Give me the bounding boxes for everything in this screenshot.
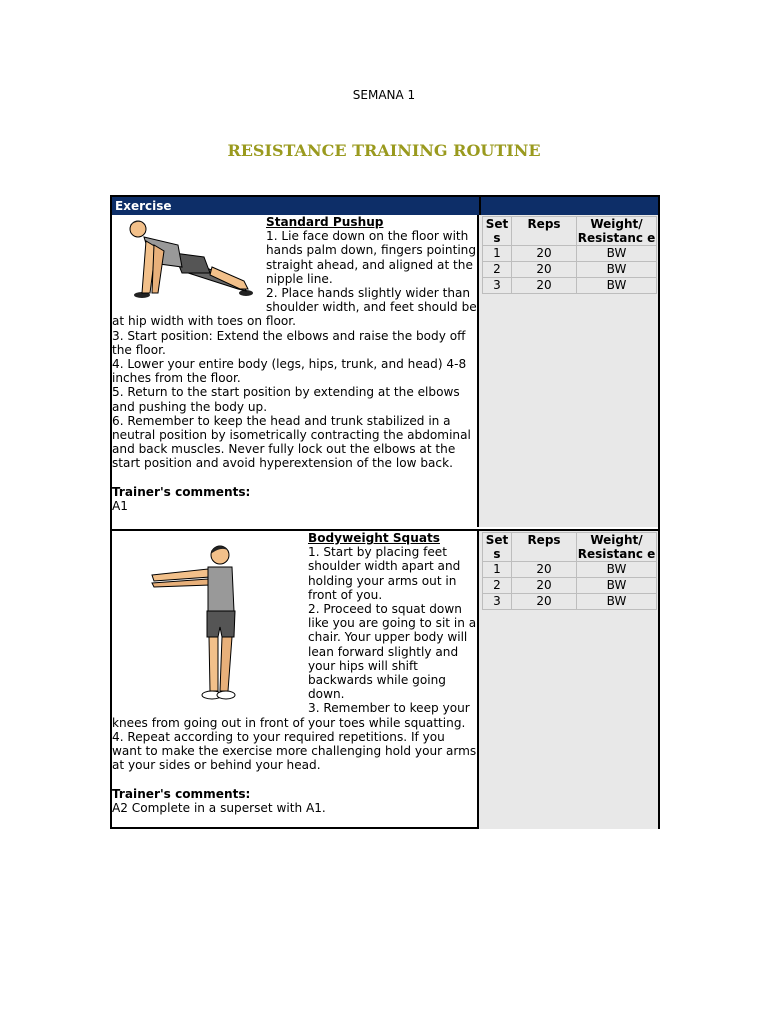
reps-value: 20 xyxy=(512,562,577,578)
table-row xyxy=(483,578,657,594)
squat-icon xyxy=(112,531,302,709)
reps-value: 20 xyxy=(512,246,577,262)
table-row xyxy=(483,278,657,294)
table-row xyxy=(483,562,657,578)
weight-value: BW xyxy=(577,262,657,278)
exercise-title: Standard Pushup xyxy=(266,215,384,229)
col-sets: Set s xyxy=(483,217,512,246)
trainer-comments-label: Trainer's comments: xyxy=(112,484,251,499)
pushup-icon xyxy=(112,215,260,305)
trainer-comments: A1 xyxy=(112,499,128,514)
sets-table xyxy=(482,216,657,294)
set-number: 2 xyxy=(483,262,512,278)
col-sets: Set s xyxy=(483,533,512,562)
exercise-step: 4. Repeat according to your required repetitions. If you want to make the exercise more challenging hold your arms at your sides or behind your head. xyxy=(112,729,477,773)
reps-value: 20 xyxy=(512,278,577,294)
exercise-step: 2. Place hands slightly wider than shoulder width, and feet should be at hip width with toes on floor. xyxy=(112,286,477,329)
trainer-comments-label: Trainer's comments: xyxy=(112,786,251,801)
weight-value: BW xyxy=(577,246,657,262)
exercise-step: 5. Return to the start position by extending at the elbows and pushing the body up. xyxy=(112,385,460,414)
table-row xyxy=(483,262,657,278)
reps-value: 20 xyxy=(512,594,577,610)
col-weight: Weight/ Resistanc e xyxy=(577,533,656,561)
set-number: 1 xyxy=(483,246,512,262)
set-number: 1 xyxy=(483,562,512,578)
exercise-step: 1. Start by placing feet shoulder width apart and holding your arms out in front of you. xyxy=(308,545,461,602)
exercise-step: 1. Lie face down on the floor with hands palm down, fingers pointing straight ahead, and aligned at the nipple line. xyxy=(266,229,477,286)
routine-table xyxy=(110,195,660,829)
exercise-title: Bodyweight Squats xyxy=(308,531,440,545)
weight-value: BW xyxy=(577,562,657,578)
exercise-description xyxy=(112,531,477,829)
set-number: 3 xyxy=(483,594,512,610)
exercise-step: 2. Proceed to squat down like you are going to sit in a chair. Your upper body will lean forward slightly and your hips will shift backwards while going down. xyxy=(308,602,477,702)
reps-value: 20 xyxy=(512,578,577,594)
page-title: RESISTANCE TRAINING ROUTINE xyxy=(227,141,541,160)
col-reps: Reps xyxy=(512,217,577,246)
sets-cell xyxy=(477,531,658,829)
sets-cell xyxy=(477,215,658,527)
table-header xyxy=(112,197,658,215)
trainer-comments: A2 Complete in a superset with A1. xyxy=(112,800,326,815)
exercise-row-pushup xyxy=(112,215,658,527)
col-reps: Reps xyxy=(512,533,577,562)
exercise-row-squats xyxy=(112,529,658,829)
set-number: 3 xyxy=(483,278,512,294)
exercise-description xyxy=(112,215,477,527)
weight-value: BW xyxy=(577,278,657,294)
header-exercise: Exercise xyxy=(115,199,172,213)
exercise-step: 4. Lower your entire body (legs, hips, trunk, and head) 4-8 inches from the floor. xyxy=(112,357,467,386)
col-weight: Weight/ Resistanc e xyxy=(577,217,656,245)
table-row xyxy=(483,594,657,610)
header-blank xyxy=(479,197,660,215)
weight-value: BW xyxy=(577,578,657,594)
exercise-step: 6. Remember to keep the head and trunk stabilized in a neutral position by isometrically contracting the abdominal and back muscles. Never fully lock out the elbows at the start position and avoid hyperextension of the low back. xyxy=(112,413,471,471)
weight-value: BW xyxy=(577,594,657,610)
reps-value: 20 xyxy=(512,262,577,278)
week-label: SEMANA 1 xyxy=(352,88,416,102)
table-row xyxy=(483,246,657,262)
exercise-step: 3. Remember to keep your knees from going out in front of your toes while squatting. xyxy=(112,701,470,730)
set-number: 2 xyxy=(483,578,512,594)
sets-table xyxy=(482,532,657,610)
exercise-step: 3. Start position: Extend the elbows and raise the body off the floor. xyxy=(112,328,466,357)
